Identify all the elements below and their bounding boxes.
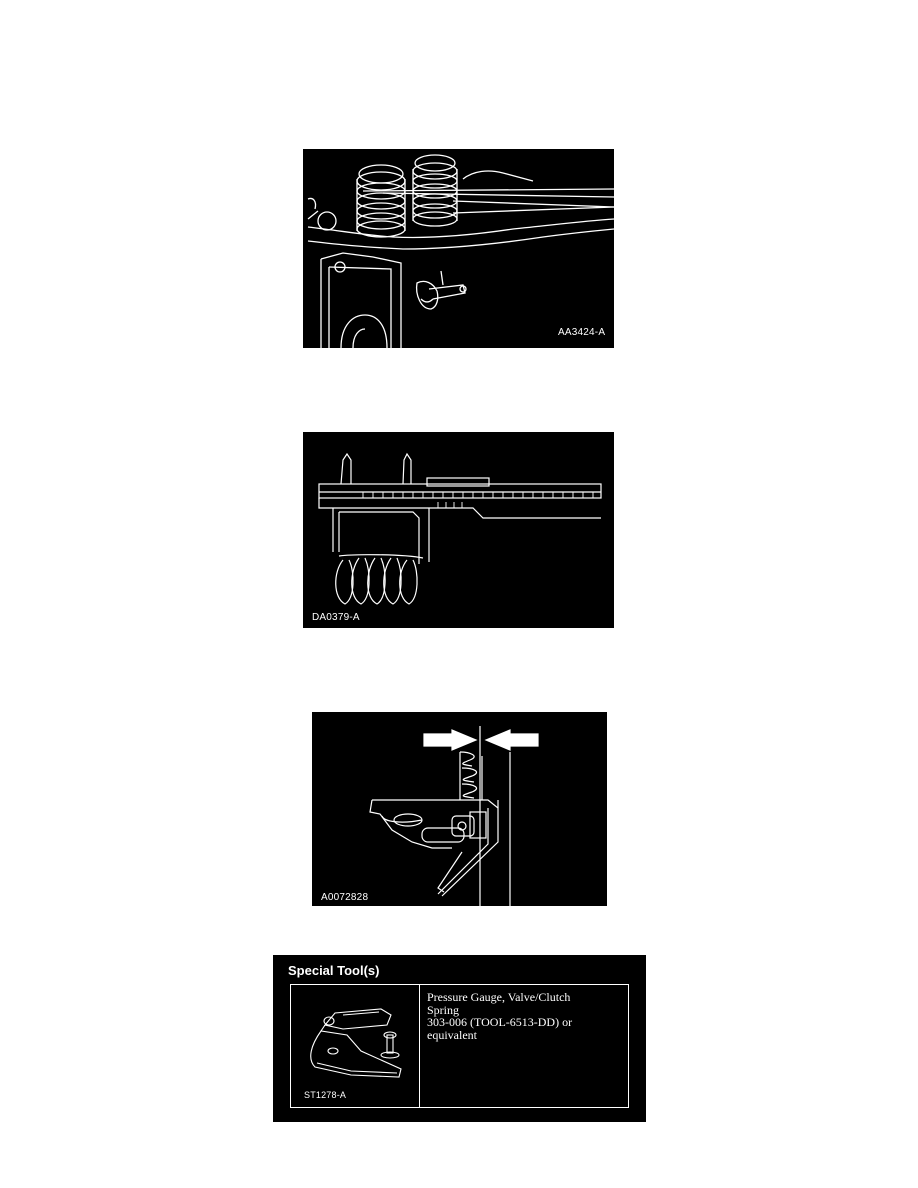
figure-code: AA3424-A xyxy=(558,327,606,338)
special-tools-title: Special Tool(s) xyxy=(288,963,380,978)
figure-code: A0072828 xyxy=(321,892,369,903)
tool-description-line: equivalent xyxy=(427,1027,477,1042)
caliper-illustration xyxy=(303,432,614,628)
tool-description-line: Pressure Gauge, Valve/Clutch xyxy=(427,990,571,1004)
tool-description-line: Spring xyxy=(427,1002,460,1017)
spring-squareness-figure xyxy=(312,712,607,906)
tool-description xyxy=(427,991,623,1041)
tool-description-line: 303-006 (TOOL-6513-DD) or xyxy=(427,1015,573,1029)
special-tools-table xyxy=(290,984,629,1108)
valve-spring-illustration xyxy=(303,149,614,348)
square-check-illustration xyxy=(312,712,607,906)
tool-image-cell xyxy=(291,985,420,1107)
valve-spring-removal-figure xyxy=(303,149,614,348)
figure-code: DA0379-A xyxy=(312,612,360,623)
pressure-gauge-tool-illustration xyxy=(291,985,419,1085)
spring-length-measurement-figure xyxy=(303,432,614,628)
tool-code: ST1278-A xyxy=(304,1090,347,1100)
special-tools-panel xyxy=(273,955,646,1122)
